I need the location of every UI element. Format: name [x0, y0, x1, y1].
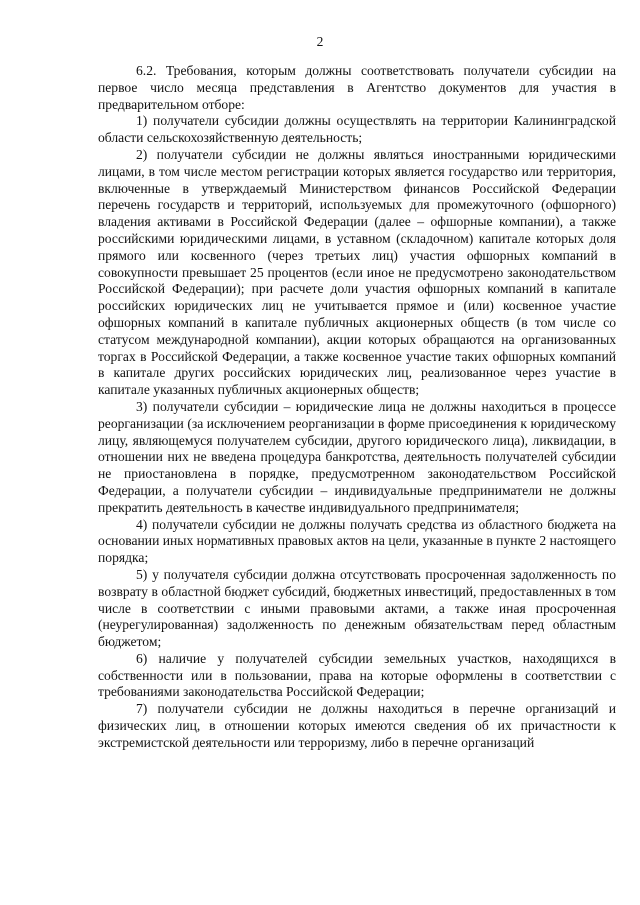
paragraph-item-5: 5) у получателя субсидии должна отсутствовать просроченная задолженность по возврату в областной бюджет субсидий, бюджетных инвестиций, предоставленных в том числе в соответствии с иными правовыми актами, а также иная просроченная (неурегулированная) задолженность по денежным обязательствам перед областным бюджетом; — [98, 566, 616, 650]
paragraph-item-4: 4) получатели субсидии не должны получать средства из областного бюджета на основании иных нормативных правовых актов на цели, указанные в пункте 2 настоящего порядка; — [98, 516, 616, 566]
paragraph-item-3: 3) получатели субсидии – юридические лица не должны находиться в процессе реорганизации (за исключением реорганизации в форме присоединения к юридическому лицу, являющемуся получателем субсидии, другого юридического лица), ликвидации, в отношении них не введена процедура банкротства, деятельность получателей субсидии не приостановлена в порядке, предусмотренном законодательством Российской Федерации, а получатели субсидии – индивидуальные предприниматели не должны прекратить деятельность в качестве индивидуального предпринимателя; — [98, 398, 616, 515]
paragraph-item-7: 7) получатели субсидии не должны находиться в перечне организаций и физических лиц, в отношении которых имеются сведения об их причастности к экстремистской деятельности или терроризму, либо в перечне организаций — [98, 701, 616, 750]
paragraph-6-2: 6.2. Требования, которым должны соответствовать получатели субсидии на первое число месяца представления в Агентство документов для участия в предварительном отборе: — [98, 63, 616, 112]
paragraph-item-6: 6) наличие у получателей субсидии земельных участков, находящихся в собственности или в пользовании, права на которые оформлены в соответствии с требованиями законодательства Российской Федерации; — [98, 650, 616, 700]
paragraph-item-2: 2) получатели субсидии не должны являться иностранными юридическими лицами, в том числе местом регистрации которых является государство или территория, включенные в утверждаемый Министерством финансов Российской Федерации перечень государств и территорий, используемых для промежуточного (офшорного) владения активами в Российской Федерации (далее – офшорные компании), а также российскими юридическими лицами, в уставном (складочном) капитале которых доля прямого или косвенного (через третьих лиц) участия офшорных компаний в совокупности превышает 25 процентов (если иное не предусмотрено законодательством Российской Федерации); при расчете доли участия офшорных компаний в капитале российских юридических лиц не учитывается прямое и (или) косвенное участие офшорных компаний в капитале публичных акционерных обществ (в том числе со статусом международной компании), акции которых обращаются на организованных торгах в Российской Федерации, а также косвенное участие таких офшорных компаний в капитале других российских юридических лиц, реализованное через участие в капитале указанных публичных акционерных обществ; — [98, 146, 616, 398]
document-body — [98, 63, 616, 752]
page-number: 2 — [316, 34, 324, 49]
paragraph-item-1: 1) получатели субсидии должны осуществлять на территории Калининградской области сельскохозяйственную деятельность; — [98, 113, 616, 146]
